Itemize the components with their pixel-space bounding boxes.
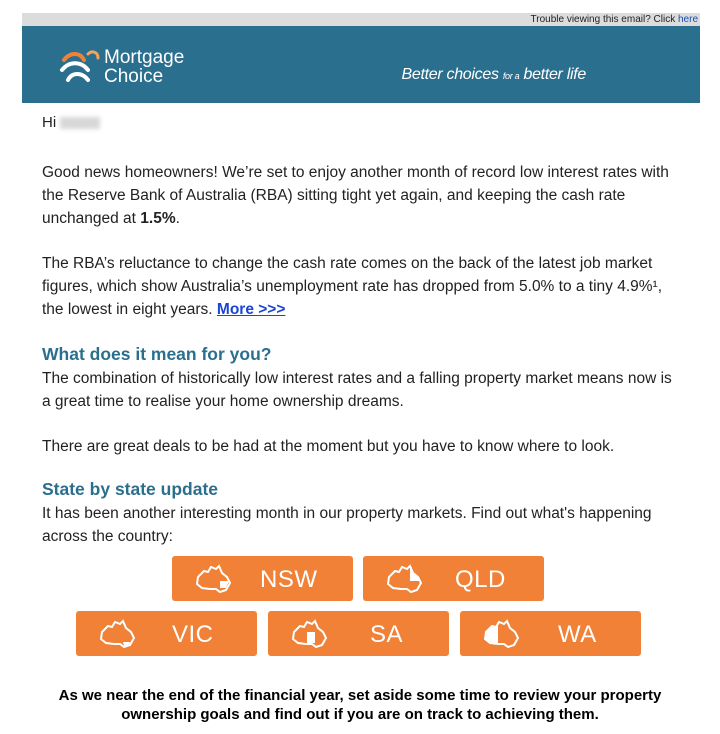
section-heading-state-update: State by state update xyxy=(42,479,219,499)
intro-paragraph: Good news homeowners! We’re set to enjoy another month of record low interest rates with the Reserve Bank of Australia (RBA) sitting tight yet again, and keeping the cash rate unchanged at 1.5%. xyxy=(42,164,669,227)
mortgage-choice-logo[interactable] xyxy=(58,46,198,88)
more-link[interactable]: More >>> xyxy=(216,301,286,318)
australia-map-icon xyxy=(482,618,522,650)
state-update-paragraph: It has been another interesting month in our property markets. Find out what's happening across the country: xyxy=(42,505,652,545)
logo-text xyxy=(104,48,184,86)
australia-map-icon xyxy=(385,563,425,595)
rba-paragraph: The RBA’s reluctance to change the cash rate comes on the back of the latest job market figures, which show Australia’s unemployment rate has dropped from 5.0% to a tiny 4.9%¹, the lowest in eight years. More >>> xyxy=(42,255,663,318)
state-label-wa: WA xyxy=(558,621,597,648)
state-button-wa[interactable] xyxy=(460,611,641,656)
redacted-name xyxy=(60,117,100,129)
trouble-viewing-text: Trouble viewing this email? Click xyxy=(530,14,678,25)
state-label-vic: VIC xyxy=(172,621,214,648)
logo-swirl-icon xyxy=(58,46,102,88)
state-button-qld[interactable] xyxy=(363,556,544,601)
state-label-nsw: NSW xyxy=(260,566,318,593)
state-button-sa[interactable] xyxy=(268,611,449,656)
trouble-viewing-bar xyxy=(22,13,700,26)
state-button-nsw[interactable] xyxy=(172,556,353,601)
meaning-paragraph: The combination of historically low interest rates and a falling property market means now is a great time to realise your home ownership dreams. xyxy=(42,370,672,410)
australia-map-icon xyxy=(194,563,234,595)
cash-rate-value: 1.5% xyxy=(140,210,176,227)
logo-line-2: Choice xyxy=(104,66,164,87)
header-banner xyxy=(22,26,700,103)
view-online-link[interactable]: here xyxy=(677,14,698,25)
closing-message: As we near the end of the financial year, set aside some time to review your property ownership goals and find out if you are on track to achieving them. xyxy=(58,687,662,723)
australia-map-icon xyxy=(290,618,330,650)
state-label-sa: SA xyxy=(370,621,404,648)
state-button-vic[interactable] xyxy=(76,611,257,656)
australia-map-icon xyxy=(98,618,138,650)
tagline: Better choices for a better life xyxy=(401,66,586,83)
greeting-text: Hi xyxy=(42,114,57,131)
deals-paragraph: There are great deals to be had at the moment but you have to know where to look. xyxy=(42,438,615,455)
section-heading-what-it-means: What does it mean for you? xyxy=(42,344,272,364)
logo-line-1: Mortgage xyxy=(104,47,185,68)
greeting xyxy=(42,114,100,131)
state-label-qld: QLD xyxy=(455,566,506,593)
